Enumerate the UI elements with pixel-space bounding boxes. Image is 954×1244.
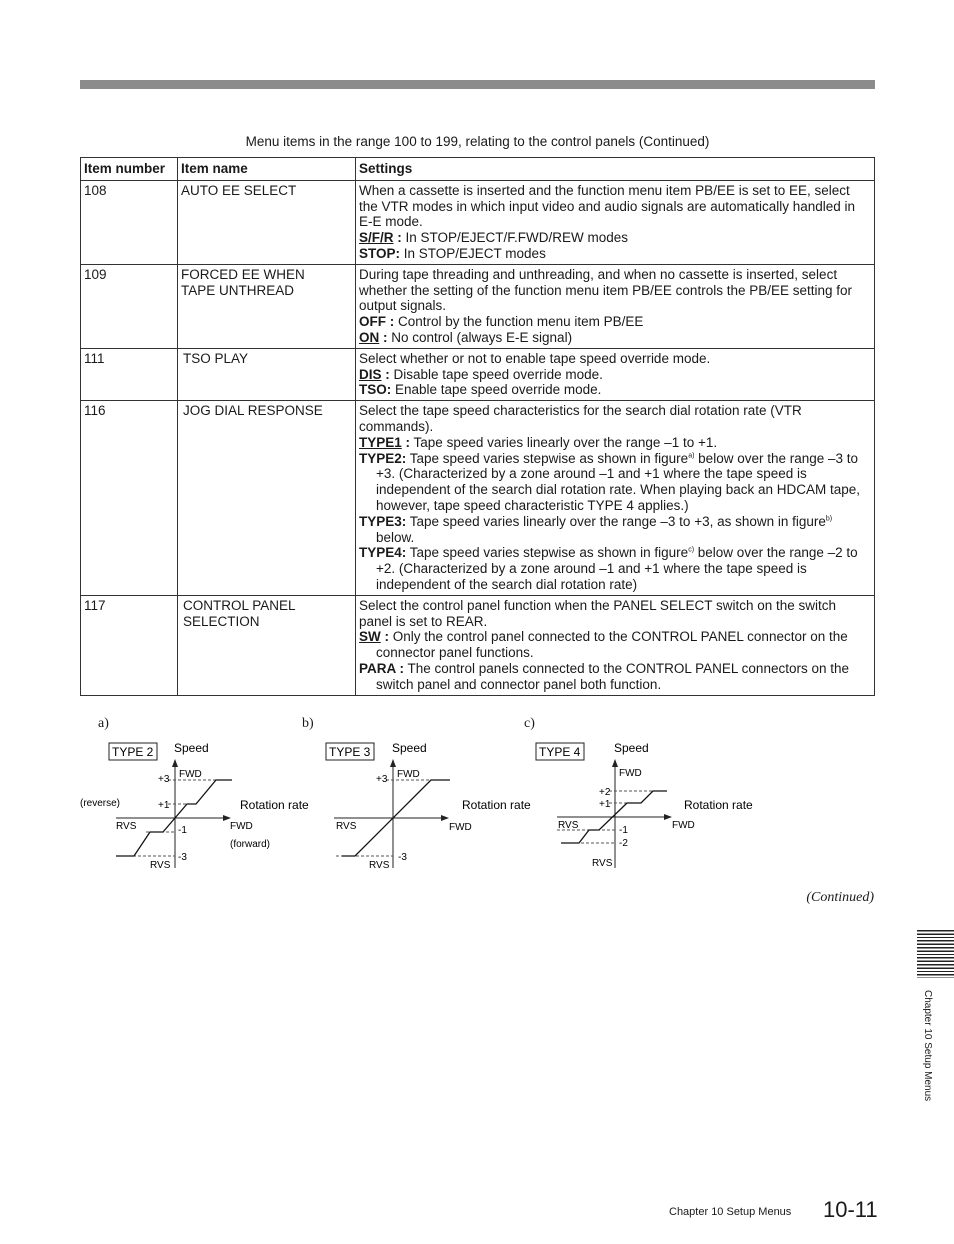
option-key: TYPE2: (359, 450, 407, 466)
type-box-label: TYPE 4 (539, 745, 581, 759)
settings-description: During tape threading and unthreading, and when no cassette is inserted, select whether the setting of the function menu item PB/EE controls the PB/EE setting for output signals. (359, 266, 853, 314)
option-key: SW (359, 629, 381, 645)
table-row (81, 595, 875, 695)
table-row (81, 348, 875, 400)
item-name: FORCED EE WHEN TAPE UNTHREAD (178, 264, 356, 348)
item-number: 117 (81, 595, 178, 695)
rotation-label: Rotation rate (240, 798, 309, 812)
type4-diagram (517, 735, 777, 875)
option-key: DIS (359, 366, 382, 382)
page-number: 10-11 (823, 1197, 878, 1222)
tick-minus1: -1 (178, 825, 187, 836)
rvs-label: RVS (558, 820, 579, 831)
figure-b-label: b) (302, 716, 314, 731)
option-key: STOP: (359, 245, 401, 261)
figure-a-label: a) (98, 716, 109, 731)
setting-option (359, 661, 870, 693)
option-text: Enable tape speed override mode. (391, 382, 602, 398)
item-settings (356, 595, 875, 695)
figure-type4 (517, 735, 777, 880)
setting-option: ON : No control (always E-E signal) (359, 329, 573, 345)
item-number: 111 (81, 348, 178, 400)
item-name: CONTROL PANEL SELECTION (178, 595, 356, 695)
reverse-label: (reverse) (80, 798, 121, 809)
rotation-label: Rotation rate (684, 798, 753, 812)
tick-minus3: -3 (398, 852, 407, 863)
option-key: OFF : (359, 314, 395, 330)
tick-plus2: +2 (599, 787, 611, 798)
header-item-name: Item name (178, 158, 356, 181)
menu-items-table (80, 157, 875, 696)
fwd-label: FWD (619, 768, 642, 779)
rvs-label: RVS (116, 821, 137, 832)
setting-option: TYPE3: Tape speed varies linearly over the range –3 to +3, as shown in figure$^{b)}$ below. (359, 513, 833, 545)
type2-diagram (78, 735, 309, 875)
option-text: In STOP/EJECT/F.FWD/REW modes (401, 230, 629, 246)
setting-option (359, 382, 870, 398)
setting-option: DIS : Disable tape speed override mode. (359, 366, 603, 382)
option-key: S/F/R (359, 230, 394, 246)
tick-plus1: +1 (158, 800, 170, 811)
tick-minus3: -3 (178, 852, 187, 863)
option-text: The control panels connected to the CONTROL PANEL connectors on the switch panel and connector panel both function. (376, 660, 849, 692)
item-settings (356, 180, 875, 264)
option-key: TYPE1 (359, 434, 402, 450)
tick-plus3: +3 (376, 774, 388, 785)
header-settings: Settings (356, 158, 875, 181)
figure-type2 (78, 735, 309, 880)
rotation-label: Rotation rate (462, 798, 531, 812)
figure-ref: c) (688, 546, 695, 554)
option-key: TYPE4: (359, 545, 407, 561)
option-text: Tape speed varies linearly over the range –1 to +1. (410, 434, 718, 450)
side-chapter-label: Chapter 10 Setup Menus (922, 990, 933, 1102)
fwd-axis-label: FWD (672, 820, 695, 831)
option-text: Control by the function menu item PB/EE (394, 314, 644, 330)
type-box-label: TYPE 3 (329, 745, 371, 759)
settings-description: Select the tape speed characteristics for the search dial rotation rate (VTR commands). (359, 403, 802, 434)
figure-ref: a) (688, 452, 695, 460)
speed-label: Speed (174, 741, 209, 755)
header-rule (80, 80, 875, 89)
option-text: No control (always E-E signal) (387, 329, 573, 345)
item-number: 116 (81, 401, 178, 596)
tick-minus1: -1 (619, 825, 628, 836)
fwd-label: FWD (397, 769, 420, 780)
continued-note: (Continued) (806, 890, 874, 905)
setting-option (359, 246, 870, 262)
item-name: JOG DIAL RESPONSE (178, 401, 356, 596)
rvs-bottom-label: RVS (150, 860, 171, 871)
setting-option: TYPE1 : Tape speed varies linearly over the range –1 to +1. (359, 434, 718, 450)
item-settings (356, 264, 875, 348)
table-caption: Menu items in the range 100 to 199, relating to the control panels (Continued) (245, 134, 710, 149)
header-item-number: Item number (81, 158, 178, 181)
tick-plus1: +1 (599, 799, 611, 810)
rotation-axis-arrow (664, 814, 672, 820)
item-number: 109 (81, 264, 178, 348)
forward-label: (forward) (230, 839, 271, 850)
rotation-axis-arrow (441, 815, 449, 821)
item-name: TSO PLAY (178, 348, 356, 400)
speed-label: Speed (614, 741, 649, 755)
table-row (81, 180, 875, 264)
fwd-axis-label: FWD (449, 822, 472, 833)
tick-plus3: +3 (158, 774, 170, 785)
item-number: 108 (81, 180, 178, 264)
tick-minus2: -2 (619, 838, 628, 849)
settings-description: Select whether or not to enable tape speed override mode. (359, 350, 711, 366)
fwd-axis-label: FWD (230, 821, 253, 832)
option-key: TYPE3: (359, 513, 407, 529)
speed-axis-arrow (390, 759, 396, 767)
item-name: AUTO EE SELECT (178, 180, 356, 264)
option-key: TSO: (359, 382, 392, 398)
setting-option: S/F/R : In STOP/EJECT/F.FWD/REW modes (359, 230, 629, 246)
rvs-bottom-label: RVS (592, 858, 613, 869)
settings-description: When a cassette is inserted and the function menu item PB/EE is set to EE, select the VTR modes in which input video and audio signals are automatically handled in E-E mode. (359, 182, 856, 230)
table-row (81, 264, 875, 348)
rvs-bottom-label: RVS (369, 860, 390, 871)
setting-option: TYPE4: Tape speed varies stepwise as shown in figure$^{c)}$ below over the range –2 to +2. (Characterized by a zone around –1 and +1 where the tape speed is independent of the search dial rotation rate) (359, 545, 858, 592)
speed-label: Speed (392, 741, 427, 755)
speed-axis-arrow (612, 759, 618, 767)
table-header-row (81, 158, 875, 181)
footer-chapter: Chapter 10 Setup Menus (669, 1206, 792, 1218)
option-key: ON (359, 329, 380, 345)
speed-axis-arrow (172, 759, 178, 767)
chapter-edge-tab (917, 930, 954, 978)
figure-ref: b) (825, 515, 833, 523)
type-box-label: TYPE 2 (112, 745, 154, 759)
setting-option (359, 314, 870, 330)
option-text: In STOP/EJECT modes (400, 245, 546, 261)
option-text: Disable tape speed override mode. (389, 366, 603, 382)
settings-description: Select the control panel function when the PANEL SELECT switch on the switch panel is set to REAR. (359, 597, 837, 629)
fwd-label: FWD (179, 769, 202, 780)
table-row (81, 401, 875, 596)
setting-option: SW : Only the control panel connected to the CONTROL PANEL connector on the connector panel functions. (359, 629, 848, 661)
option-key: PARA : (359, 660, 404, 676)
option-text: Only the control panel connected to the CONTROL PANEL connector on the connector panel functions. (376, 629, 848, 661)
figure-c-label: c) (524, 716, 535, 731)
rvs-label: RVS (336, 821, 357, 832)
item-settings (356, 401, 875, 596)
item-settings (356, 348, 875, 400)
setting-option: TYPE2: Tape speed varies stepwise as shown in figure$^{a)}$ below over the range –3 to +3. (Characterized by a zone around –1 and +1 where the tape speed is independent of the search dial rotation rate. When playing back an HDCAM tape, however, tape speed characteristic TYPE 4 applies.) (359, 450, 861, 513)
